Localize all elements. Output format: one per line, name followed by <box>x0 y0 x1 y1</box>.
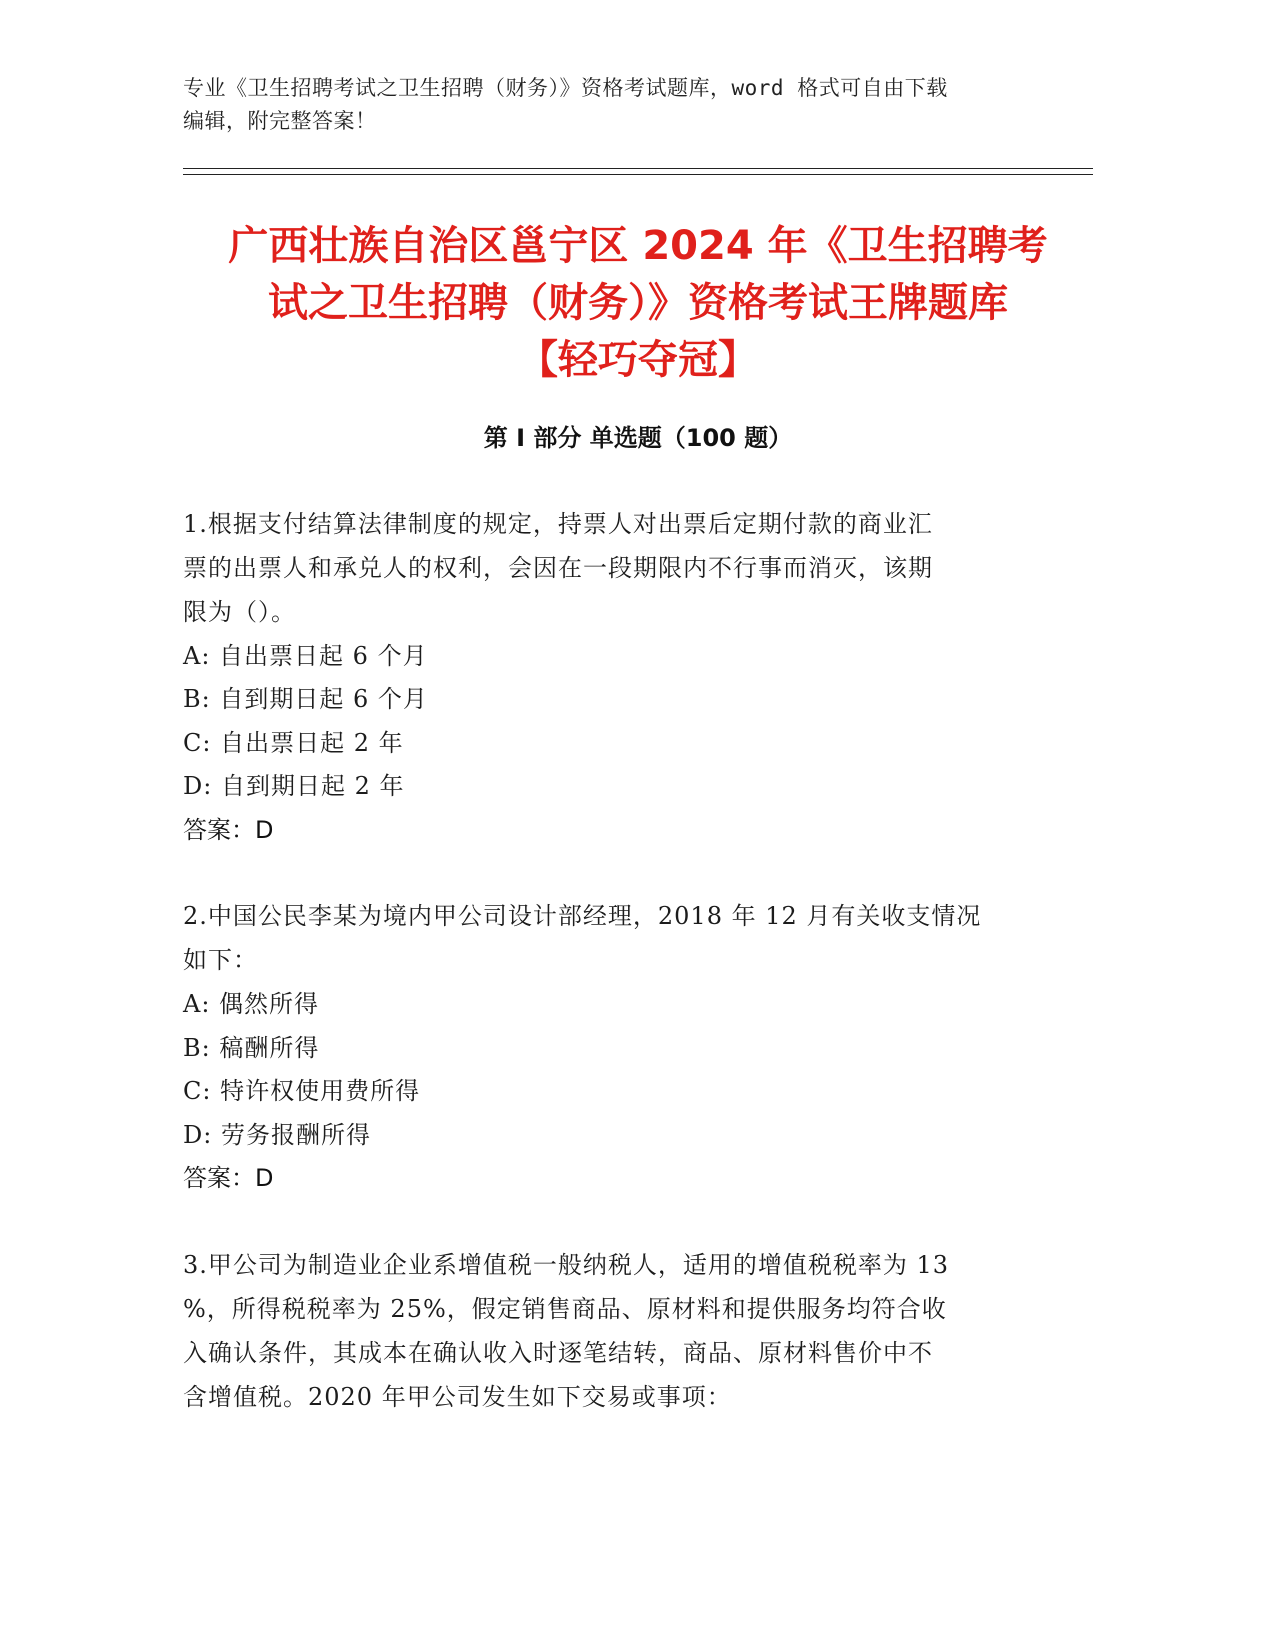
header-divider-bottom <box>183 174 1093 175</box>
question-1-option-c: C: 自出票日起 2 年 <box>183 729 404 757</box>
question-1-stem <box>183 502 1063 634</box>
question-2-stem <box>183 894 1063 982</box>
question-1-line-1: 1.根据支付结算法律制度的规定，持票人对出票后定期付款的商业汇 <box>183 510 933 538</box>
question-2-line-2: 如下： <box>183 946 258 974</box>
question-3-line-4: 含增值税。2020 年甲公司发生如下交易或事项： <box>183 1383 732 1411</box>
question-2-option-a: A: 偶然所得 <box>183 990 320 1018</box>
question-1-answer: 答案：D <box>183 816 274 844</box>
question-1-option-a: A: 自出票日起 6 个月 <box>183 642 428 670</box>
question-2-answer: 答案：D <box>183 1164 274 1192</box>
header-divider-top <box>183 168 1093 169</box>
question-3-line-2: %，所得税税率为 25%，假定销售商品、原材料和提供服务均符合收 <box>183 1295 947 1323</box>
title-line-1: 广西壮族自治区邕宁区 2024 年《卫生招聘考 <box>228 223 1048 269</box>
question-1-line-2: 票的出票人和承兑人的权利，会因在一段期限内不行事而消灭，该期 <box>183 554 933 582</box>
title-line-2: 试之卫生招聘（财务）》资格考试王牌题库 <box>268 280 1008 326</box>
header-note-line-2: 编辑，附完整答案！ <box>183 109 377 133</box>
question-1-option-d: D: 自到期日起 2 年 <box>183 772 405 800</box>
question-2-line-1: 2.中国公民李某为境内甲公司设计部经理，2018 年 12 月有关收支情况 <box>183 902 982 930</box>
question-2-option-c: C: 特许权使用费所得 <box>183 1077 421 1105</box>
question-3-line-1: 3.甲公司为制造业企业系增值税一般纳税人，适用的增值税税率为 13 <box>183 1251 950 1279</box>
section-title: 第 I 部分 单选题（100 题） <box>483 424 793 452</box>
question-1-option-b: B: 自到期日起 6 个月 <box>183 685 428 713</box>
question-2-option-d: D: 劳务报酬所得 <box>183 1121 371 1149</box>
header-note <box>183 72 1093 138</box>
question-3-stem <box>183 1243 1063 1419</box>
question-3-line-3: 入确认条件，其成本在确认收入时逐笔结转，商品、原材料售价中不 <box>183 1339 933 1367</box>
title-line-3: 【轻巧夺冠】 <box>518 337 758 383</box>
question-2-option-b: B: 稿酬所得 <box>183 1034 320 1062</box>
question-1-line-3: 限为（）。 <box>183 598 296 626</box>
document-title <box>183 218 1093 389</box>
header-note-line-1: 专业《卫生招聘考试之卫生招聘（财务）》资格考试题库，word 格式可自由下载 <box>183 76 948 100</box>
